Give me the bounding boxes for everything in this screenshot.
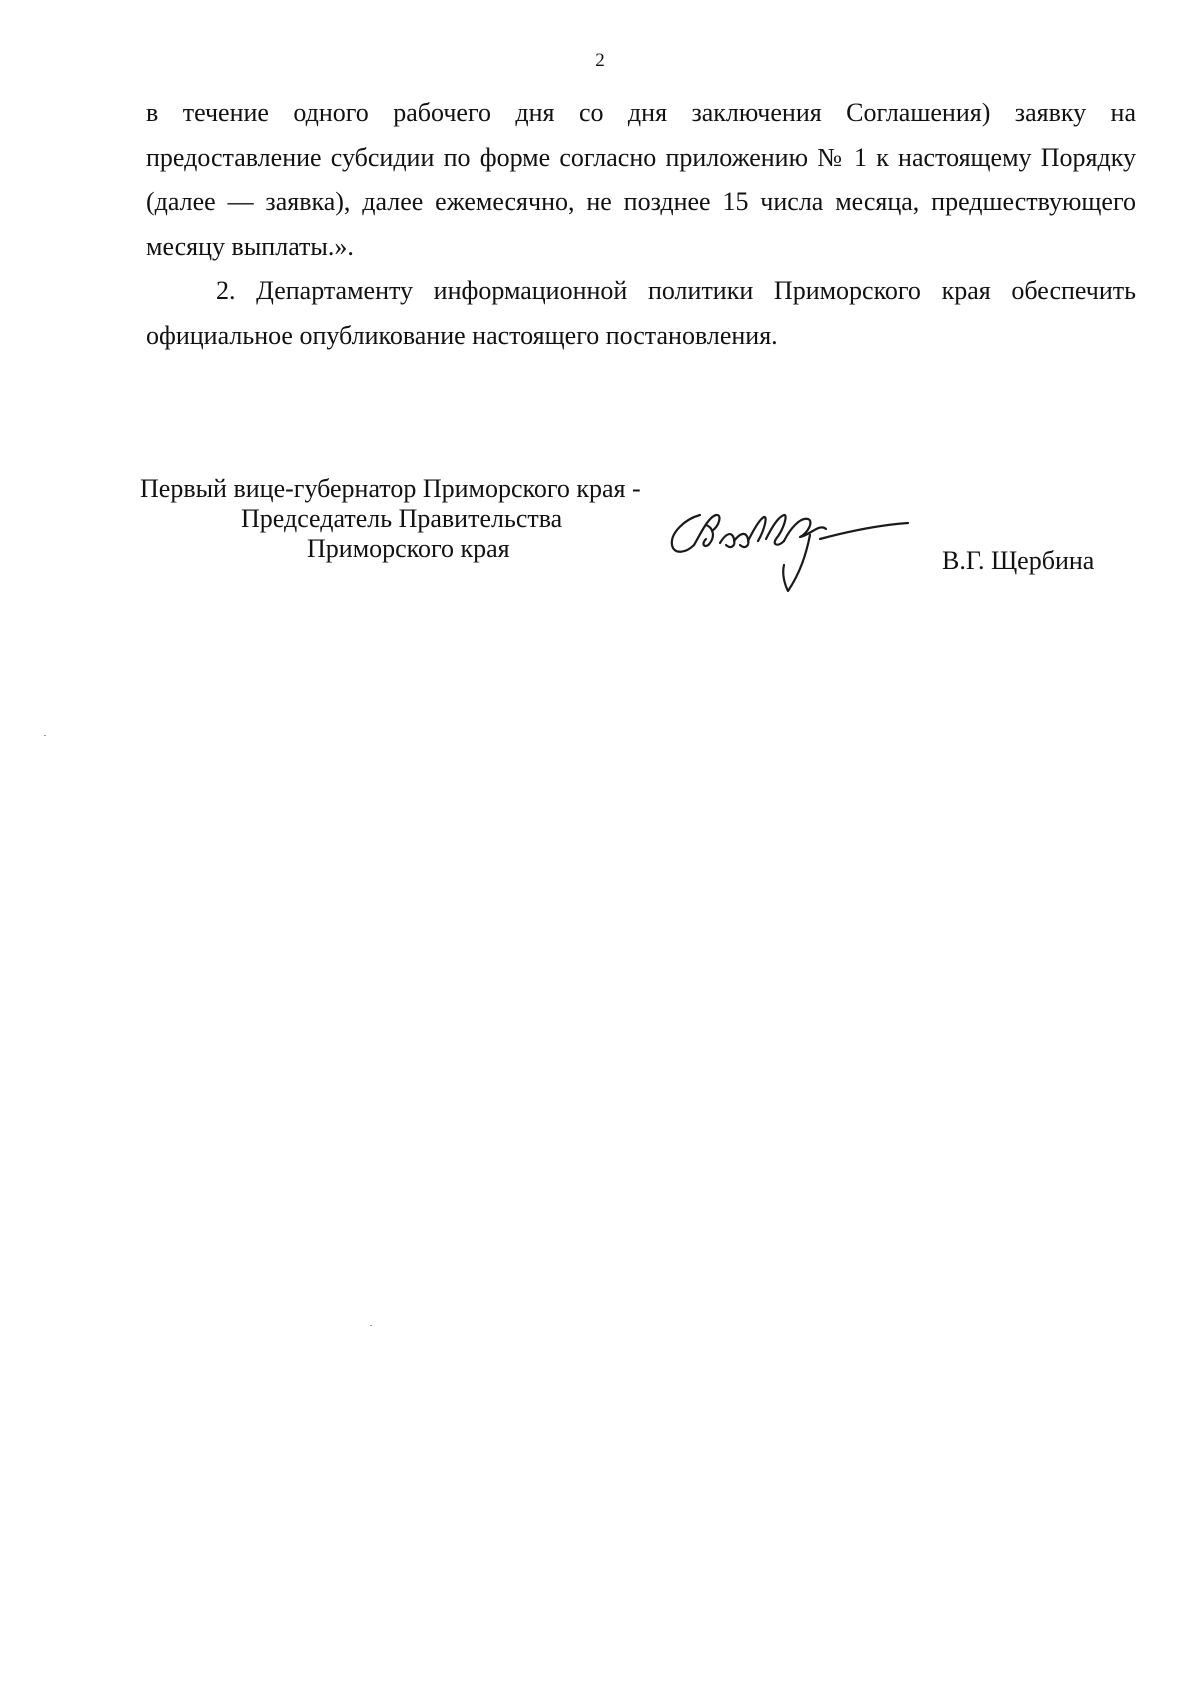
signatory-name: В.Г. Щербина xyxy=(942,546,1095,575)
scan-speck xyxy=(370,1325,372,1326)
scan-speck xyxy=(44,735,46,736)
paragraph-item-2: 2. Департаменту информационной политики Приморского края обеспечить официальное опубликование настоящего постановления. xyxy=(146,276,1136,350)
body-text xyxy=(146,91,1136,358)
page-number: 2 xyxy=(595,50,605,71)
handwritten-signature xyxy=(660,505,940,605)
signatory-title xyxy=(140,474,720,564)
signatory-title-line-3: Приморского края xyxy=(307,534,510,563)
signatory-title-line-1: Первый вице-губернатор Приморского края - xyxy=(140,474,641,503)
signatory-title-line-2: Председатель Правительства xyxy=(241,504,563,533)
paragraph-continuation: в течение одного рабочего дня со дня заключения Соглашения) заявку на предоставление субсидии по форме согласно приложению № 1 к настоящему Порядку (далее — заявка), далее ежемесячно, не позднее 15 числа месяца, предшествующего месяцу выплаты.». xyxy=(146,98,1136,261)
